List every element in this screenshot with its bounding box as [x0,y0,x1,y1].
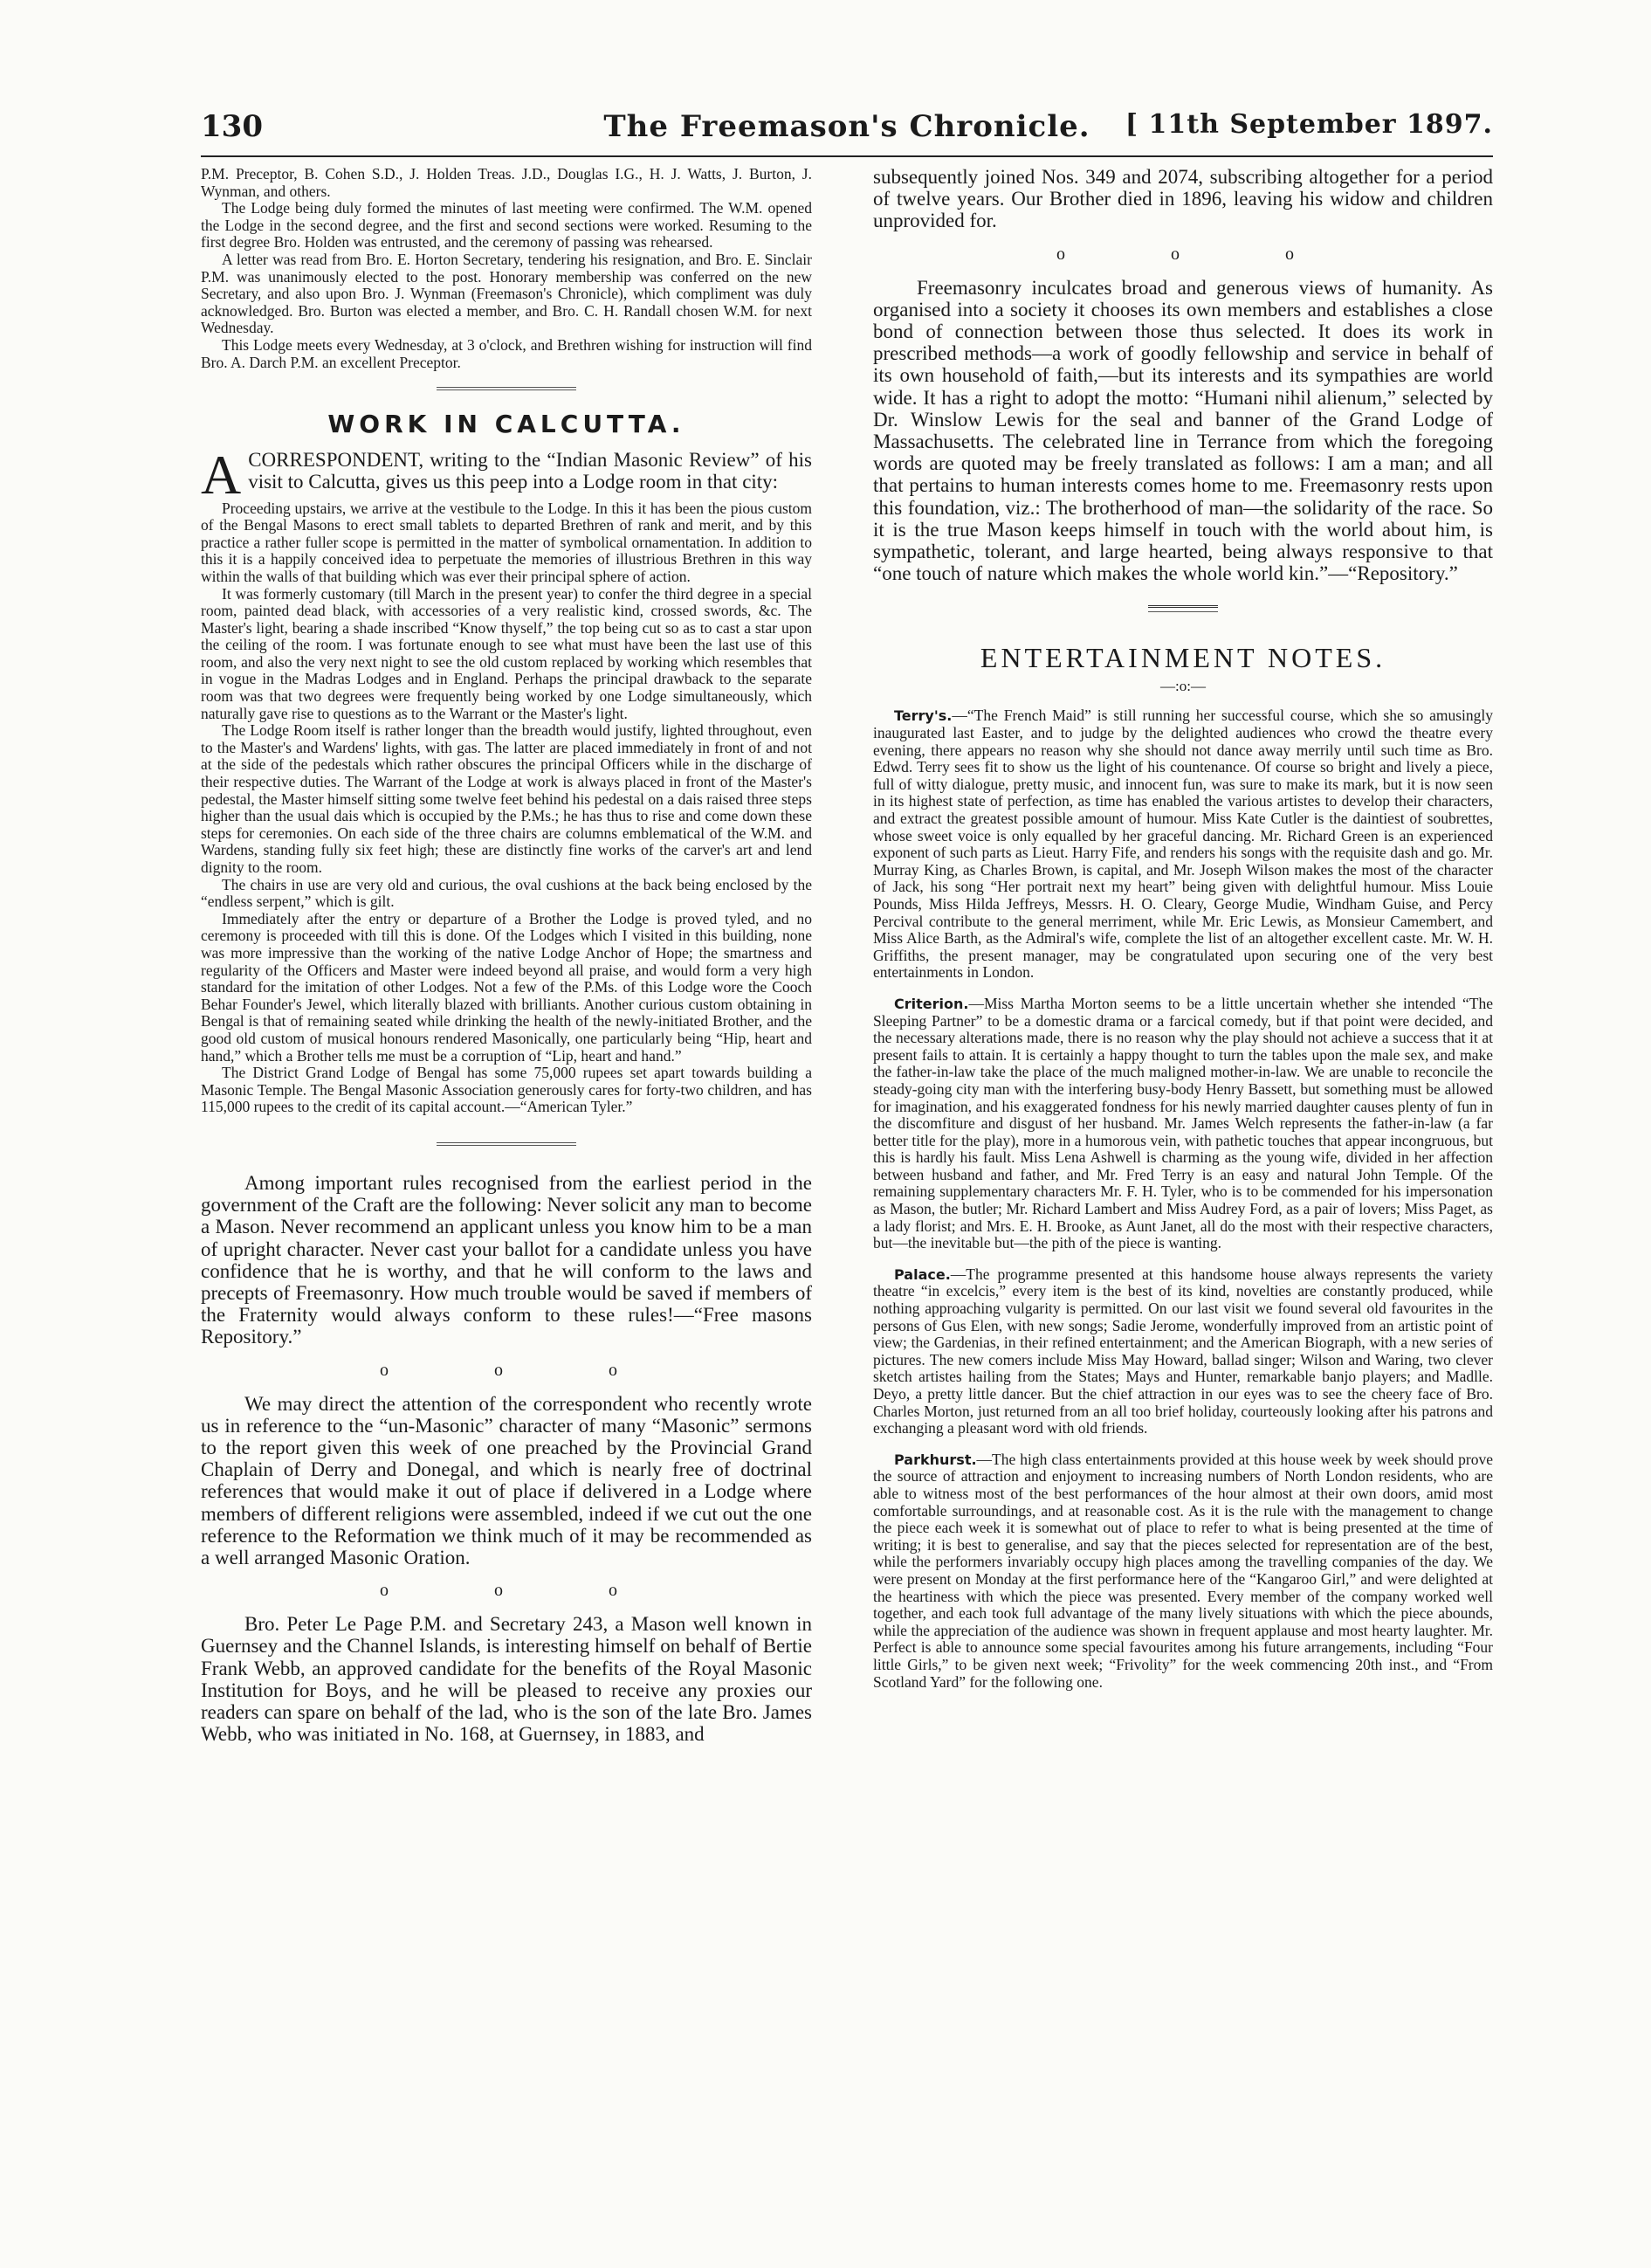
section-divider [437,387,576,390]
lodge-report-para: The Lodge being duly formed the minutes of last meeting were confirmed. The W.M. opened the Lodge in the second degree, and the first and second sections were worked. Resuming to the first degree Bro. Holden was entrusted, and the ceremony of passing was rehearsed. [201,199,812,252]
lepage-text: Bro. Peter Le Page P.M. and Secretary 243, a Mason well known in Guernsey and the Channel Islands, is interesting himself on behalf of Bertie Frank Webb, an approved candidate for the benefits of the Royal Masonic Institution for Boys, and he will be pleased to receive any proxies our readers can spare on behalf of the lad, who is the son of the late Bro. James Webb, who was initiated in No. 168, at Guernsey, in 1883, and [201,1613,812,1746]
drop-cap: A [201,444,242,507]
criterion-notice [873,996,1493,1252]
left-column [201,166,812,1745]
terrys-notice [873,707,1493,982]
lepage-article [201,1613,812,1745]
theatre-name: Parkhurst. [894,1451,977,1468]
quote-para: Immediately after the entry or departure of a Brother the Lodge is proved tyled, and no ceremony is proceeded with till this is done. Of the Lodges which I visited in this building, none was more impressive than the working of the native Lodge Anchor of Hope; the smartness and regularity of the Officers and Master were indeed beyond all praise, and would form a very high standard for the imitation of other Lodges. Not a few of the P.Ms. of this Lodge wore the Cooch Behar Founder's Jewel, which literally blazed with brilliants. Another curious custom obtaining in Bengal is that of remaining seated while drinking the health of the newly-initiated Brother, and the good old custom of musical honours rendered Masonically, one particularly being “Hip, heart and hand,” which a Brother tells me must be a corruption of “Lip, heart and hand.” [201,909,812,1065]
lodge-report [201,166,812,371]
parkhurst-notice [873,1451,1493,1691]
freemasonry-article [873,277,1493,585]
rules-text: Among important rules recognised from the earliest period in the government of the Craft are the following: Never solicit any man to become a Mason. Never recommend an applicant unless you know him to be a man of upright character. Never cast your ballot for a candidate unless you have confidence that he is worthy, and that he will conform to the laws and precepts of Freemasonry. How much trouble would be saved if members of the Fraternity would always conform to these rules!—“Free masons Repository.” [201,1171,812,1348]
freemasonry-text: Freemasonry inculcates broad and generous views of humanity. As organised into a society it chooses its own members and establishes a close bond of connection between those thus selected. It does its work in prescribed methods—a work of goodly fellowship and service in behalf of its own household of faith,—but its interests and its sympathies are world wide. It has a right to adopt the motto: “Humani nihil alienum,” selected by Dr. Winslow Lewis for the seal and banner of the Grand Lodge of Massachusetts. The celebrated line in Terrance from which the foregoing words are quoted may be freely translated as follows: I am a man; and all that pertains to human interests comes home to me. Freemasonry rests upon this foundation, viz.: The brotherhood of man—the solidarity of the race. So it is the true Mason keeps himself in touch with the world about him, is sympathetic, tolerant, and large hearted, being always responsive to that “one touch of nature which makes the whole world kin.”—“Repository.” [873,276,1493,585]
section-divider [437,1142,576,1146]
rules-article [201,1172,812,1348]
quote-para: It was formerly customary (till March in the present year) to confer the third degree in a special room, painted dead black, with accessories of a very realistic kind, crossed swords, &c. The Master's light, bearing a shade inscribed “Know thyself,” the top being cut so as to cast a star upon the ceiling of the room. I was fortunate enough to see what must have been the last use of this room, and also the very next night to see the old custom replaced by working which resembles that in vogue in the Madras Lodges and in England. Perhaps the principal drawback to the separate room was that two degrees were frequently being worked by one Lodge simultaneously, which naturally gave rise to questions as to the Warrant or the Master's light. [201,584,812,722]
issue-date: [ 11th September 1897. [1125,109,1493,140]
palace-notice [873,1266,1493,1437]
notice-text: —The high class entertainments provided at this house week by week should prove the source of attraction and enjoyment to increasing numbers of North London residents, who are able to witness most of the best performances of the hour almost at their own doors, amid most comfortable surroundings, and at reasonable cost. As it is the rule with the management to change the piece each week it is somewhat out of place to refer to what is being presented at the time of writing; it is best to generalise, and say that the pieces selected for representation are of the best, while the performers invariably occupy high places among the travelling companies of the day. We were present on Monday at the first performance here of the “Kangaroo Girl,” and were delighted at the heartiness with which the piece was presented. Every member of the company worked well together, and each took full advantage of the many lively situations with which the piece abounds, while the appreciation of the audience was shown in frequent applause and most hearty laughter. Mr. Perfect is able to announce some special favourites among his future arrangements, including “Four little Girls,” to be given next week; “Frivolity” for the week commencing 20th inst., and “From Scotland Yard” for the following one. [873,1450,1493,1691]
lodge-report-para: P.M. Preceptor, B. Cohen S.D., J. Holden Treas. J.D., Douglas I.G., H. J. Watts, J. Burton, J. Wynman, and others. [201,165,812,200]
work-in-calcutta-heading: WORK IN CALCUTTA. [327,410,685,439]
masthead-title: The Freemason's Chronicle. [603,109,1090,144]
work-intro [201,444,812,507]
heading-ornament: —:o:— [1160,678,1206,695]
theatre-name: Palace. [894,1265,951,1283]
ornament-separator: o o o [1056,244,1345,264]
theatre-name: Terry's. [894,707,953,725]
page-number: 130 [201,109,263,144]
notice-text: —“The French Maid” is still running her successful course, which she so amusingly inaugurated last Easter, and to judge by the delighted audiences who crowd the theatre every evening, there appears no reason why she should not dance away merrily until such time as Bro. Edwd. Terry sees fit to show us the light of his countenance. Of course so bright and lively a piece, full of witty dialogue, pretty music, and innocent fun, was sure to make its mark, but it is now seen in its highest state of perfection, as time has enabled the various artistes to develop their characters, and extract the greatest possible amount of humour. Miss Kate Cutler is the daintiest of soubrettes, whose sweet voice is only equalled by her graceful dancing. Mr. Richard Green is an experienced exponent of such parts as Lieut. Harry Fife, and renders his songs with the requisite dash and go. Mr. Murray King, as Charles Brown, is capital, and Mr. Joseph Wilson makes the most of the character of Jack, his song “Her portrait next my heart” being given with delightful humour. Miss Louie Pounds, Miss Hilda Jeffreys, Messrs. H. O. Cleary, George Mudie, Windham Guise, and Percy Percival contribute to the general merriment, while Mr. Eric Lewis, as Monsieur Camembert, and Miss Alice Barth, as the Admiral's wife, complete the list of an altogether excellent caste. Mr. W. H. Griffiths, the present manager, may be congratulated upon securing one of the very best entertainments in London. [873,707,1493,982]
calcutta-quote [201,500,812,1116]
quote-para: The Lodge Room itself is rather longer than the breadth would justify, lighted throughout, even to the Master's and Wardens' lights, with gas. The latter are placed immediately in front of and not at the side of the pedestals which rather obscures the principal Officers while in the discharge of their respective duties. The Warrant of the Lodge at work is always placed in front of the Master's pedestal, the Master himself sitting some twelve feet behind his pedestal on a dais raised three steps higher than the usual dais which is occupied by the P.Ms.; he has thus to rise and come down these steps for ceremonies. On each side of the three chairs are columns emblematical of the W.M. and Wardens, standing fully six feet high; these are distinctly fine works of the carver's art and lend dignity to the room. [201,721,812,876]
notice-text: —The programme presented at this handsome house always represents the variety theatre “in excelcis,” every item is the best of its kind, novelties are constantly produced, while nothing approaching vulgarity is permitted. On our last visit we found several old favourites in the persons of Gus Elen, with new songs; Sadie Jerome, wonderfully improved from an artistic point of view; the Gardenias, in their refined entertainment; and the American Biograph, with a new series of pictures. The new comers include Miss May Howard, ballad singer; Wilson and Waring, two clever sketch artistes hailing from the States; Mays and Hunter, remarkable banjo players; and Madlle. Deyo, a pretty little dancer. But the chief attraction in our eyes was to see the cheery face of Bro. Charles Morton, just returned from an all too brief holiday, courteously looking after his patrons and exchanging a pleasant word with old friends. [873,1265,1493,1437]
continued-text: subsequently joined Nos. 349 and 2074, subscribing altogether for a period of twelve years. Our Brother died in 1896, leaving his widow and children unprovided for. [873,166,1493,232]
ornament-separator: o o o [380,1581,668,1601]
quote-para: The chairs in use are very old and curious, the oval cushions at the back being enclosed by the “endless serpent,” which is gilt. [201,875,812,911]
section-divider [1148,605,1218,612]
quote-para: The District Grand Lodge of Bengal has some 75,000 rupees set apart towards building a Masonic Temple. The Bengal Masonic Association generously cares for forty-two children, and has 115,000 rupees to the credit of its capital account.—“American Tyler.” [201,1064,812,1116]
direct-article [201,1393,812,1569]
ornament-separator: o o o [380,1360,668,1380]
lodge-report-para: A letter was read from Bro. E. Horton Secretary, tendering his resignation, and Bro. E. Sinclair P.M. was unanimously elected to the post. Honorary membership was conferred on the new Secretary, and also upon Bro. J. Wynman (Freemason's Chronicle), which compliment was duly acknowledged. Bro. Burton was elected a member, and Bro. C. H. Randall chosen W.M. for next Wednesday. [201,250,812,337]
header-rule [201,155,1493,157]
entertainment-notes-heading: ENTERTAINMENT NOTES. [980,642,1386,674]
lepage-continued [873,166,1493,232]
notice-text: —Miss Martha Morton seems to be a little uncertain whether she intended “The Sleeping Partner” to be a domestic drama or a farcical comedy, but if that point were decided, and the necessary alterations made, there is no reason why the play should not achieve a success that it at present fails to attain. It is certainly a happy thought to turn the tables upon the male sex, and make the father-in-law take the place of the much maligned mother-in-law. We are unable to reconcile the steady-going city man with the interfering busy-body Henry Bassett, but something must be allowed for imagination, and his exaggerated fondness for his newly married daughter causes plenty of fun in the discomfiture and disgust of her husband. Mr. James Welch represents the father-in-law (a far better title for the play), more in a humorous vein, with pathetic touches that appear incongruous, but this is hardly his fault. Miss Lena Ashwell is charming as the young wife, divided in her affection between husband and father, and Mr. Fred Terry is an easy and natural John Temple. Of the remaining supplementary characters Mr. F. H. Tyler, who is to be commended for his impersonation as Mason, the butler; Mr. Richard Lambert and Miss Audrey Ford, as a pair of lovers; Miss Paget, as a lady florist; and Mrs. E. H. Brooke, as Aunt Janet, all do the most with their respective characters, but—the inevitable but—the pith of the piece is wanting. [873,994,1493,1252]
work-intro-text: CORRESPONDENT, writing to the “Indian Masonic Review” of his visit to Calcutta, gives us this peep into a Lodge room in that city: [248,449,812,493]
quote-para: Proceeding upstairs, we arrive at the vestibule to the Lodge. In this it has been the pious custom of the Bengal Masons to erect small tablets to departed Brethren of rank and merit, and by this practice a rather fuller scope is permitted in the matter of symbolical ornamentation. In addition to this it is a happily conceived idea to perpetuate the memories of illustrious Brethren in this way within the walls of that building which was ever their principal sphere of action. [201,499,812,585]
right-column [873,166,1493,1705]
page-header [201,109,1493,151]
theatre-name: Criterion. [894,995,969,1012]
direct-text: We may direct the attention of the correspondent who recently wrote us in reference to the “un-Masonic” character of many “Masonic” sermons to the report given this week of one preached by the Provincial Grand Chaplain of Derry and Donegal, and which is nearly free of doctrinal references that would make it out of place if delivered in a Lodge where members of different religions were assembled, indeed if we cut out the one reference to the Reformation we think much of it may be recommended as a well arranged Masonic Oration. [201,1392,812,1568]
lodge-report-para: This Lodge meets every Wednesday, at 3 o'clock, and Brethren wishing for instruction will find Bro. A. Darch P.M. an excellent Preceptor. [201,335,812,371]
